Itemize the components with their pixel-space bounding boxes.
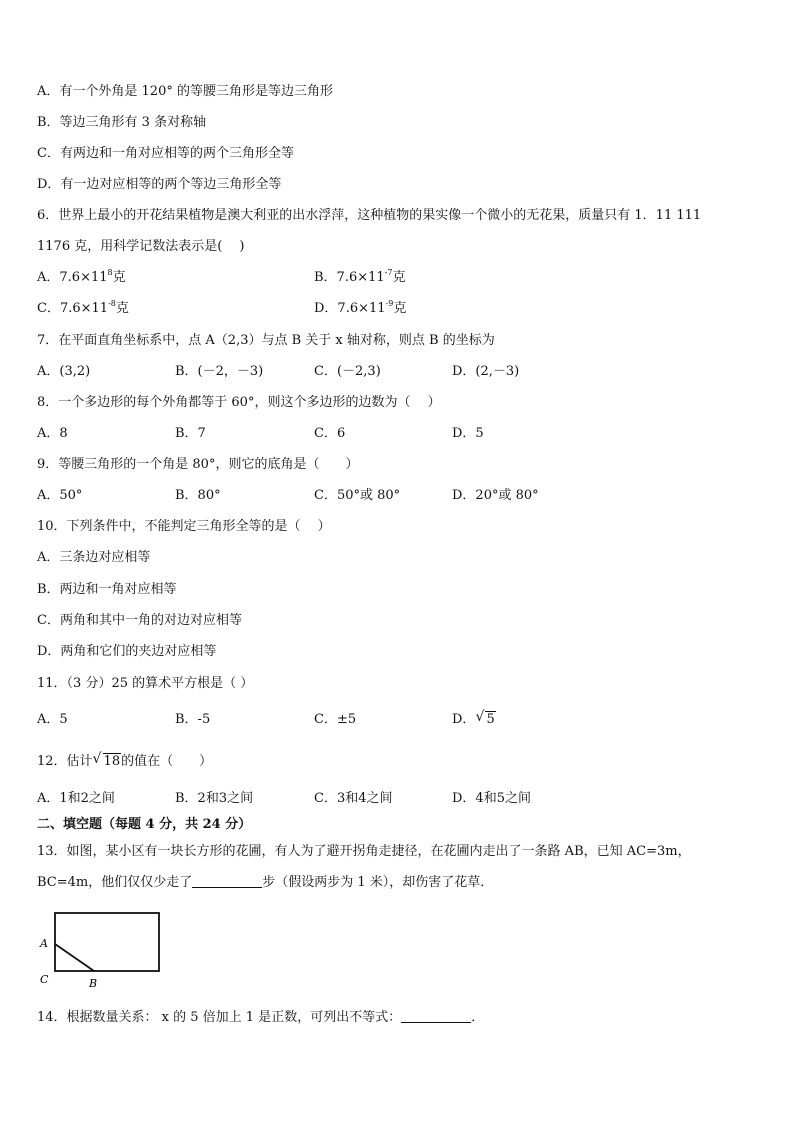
q6-option-c: C．$7.6\times 11^{-8}$克 xyxy=(37,299,129,316)
q5-option-a: A．有一个外角是 120° 的等腰三角形是等边三角形 xyxy=(37,84,333,99)
label-b: B xyxy=(89,977,98,990)
q12-stem: 12．估计 √ 18的值在（ ） xyxy=(37,751,213,769)
q7-option-a: A．(3,2) xyxy=(37,364,91,379)
q10-stem: 10．下列条件中，不能判定三角形全等的是（ ） xyxy=(37,519,331,534)
q5-option-b: B．等边三角形有 3 条对称轴 xyxy=(37,115,207,130)
q10-option-b: B．两边和一角对应相等 xyxy=(37,582,177,597)
q13-stem-line2: BC=4m，他们仅仅少走了 步（假设两步为 1 米），却伤害了花草． xyxy=(37,875,494,890)
garden-rectangle xyxy=(55,913,159,971)
garden-figure xyxy=(36,910,166,992)
q7-option-c: C．(－2,3) xyxy=(314,364,381,379)
q8-option-a: A．8 xyxy=(37,426,68,441)
q8-option-d: D．5 xyxy=(452,426,484,441)
q9-option-c: C．50°或 80° xyxy=(314,488,401,503)
q10-option-d: D．两角和它们的夹边对应相等 xyxy=(37,644,217,659)
q6-option-b: B．$7.6\times 11^{-7}$克 xyxy=(314,268,406,285)
q7-option-d: D．(2,－3) xyxy=(452,364,520,379)
label-c: C xyxy=(40,973,49,986)
q14-stem: 14．根据数量关系： x 的 5 倍加上 1 是正数，可列出不等式： ． xyxy=(37,1010,485,1025)
q6-stem-line2: 1176 克，用科学记数法表示是( ) xyxy=(37,239,245,254)
q11-stem: 11．（3 分）25 的算术平方根是（ ） xyxy=(37,676,254,691)
q9-option-d: D．20°或 80° xyxy=(452,488,539,503)
q9-option-b: B．80° xyxy=(175,488,221,503)
q8-stem: 8．一个多边形的每个外角都等于 60°，则这个多边形的边数为（ ） xyxy=(37,395,441,410)
q11-option-a: A．5 xyxy=(37,712,68,727)
label-a: A xyxy=(40,937,48,950)
q12-option-c: C．3和4之间 xyxy=(314,791,393,806)
q12-option-a: A．1和2之间 xyxy=(37,791,115,806)
path-ab xyxy=(55,944,94,971)
q5-option-d: D．有一边对应相等的两个等边三角形全等 xyxy=(37,177,282,192)
q11-option-b: B．-5 xyxy=(175,712,211,727)
q13-stem-line1: 13．如图，某小区有一块长方形的花圃，有人为了避开拐角走捷径，在花圃内走出了一条路 AB，已知 AC=3m， xyxy=(37,844,691,859)
sqrt-symbol: √ 18 xyxy=(92,751,121,769)
q8-option-c: C．6 xyxy=(314,426,346,441)
sqrt-symbol: √ 5 xyxy=(475,709,495,727)
q6-stem-line1: 6．世界上最小的开花结果植物是澳大利亚的出水浮萍，这种植物的果实像一个微小的无花果，质量只有 1．11 111 xyxy=(37,208,702,223)
q12-option-b: B．2和3之间 xyxy=(175,791,254,806)
answer-blank[interactable] xyxy=(401,1009,471,1023)
q6-option-a: A．$7.6\times 11^8$克 xyxy=(37,268,126,285)
q9-option-a: A．50° xyxy=(37,488,83,503)
q9-stem: 9．等腰三角形的一个角是 80°，则它的底角是（ ） xyxy=(37,457,359,472)
q12-option-d: D．4和5之间 xyxy=(452,791,531,806)
q11-option-c: C．±5 xyxy=(314,712,357,727)
q5-option-c: C．有两边和一角对应相等的两个三角形全等 xyxy=(37,146,294,161)
section-heading: 二、填空题（每题 4 分，共 24 分） xyxy=(37,817,252,832)
q10-option-a: A．三条边对应相等 xyxy=(37,550,151,565)
q11-option-d: D． √ 5 xyxy=(452,709,495,727)
q7-option-b: B．(－2，－3) xyxy=(175,364,264,379)
answer-blank[interactable] xyxy=(192,874,262,888)
q7-stem: 7．在平面直角坐标系中，点 A（2,3）与点 B 关于 x 轴对称，则点 B 的坐标为 xyxy=(37,333,495,348)
q10-option-c: C．两角和其中一角的对边对应相等 xyxy=(37,613,242,628)
q8-option-b: B．7 xyxy=(175,426,206,441)
q6-option-d: D．$7.6\times 11^{-9}$克 xyxy=(314,299,407,316)
